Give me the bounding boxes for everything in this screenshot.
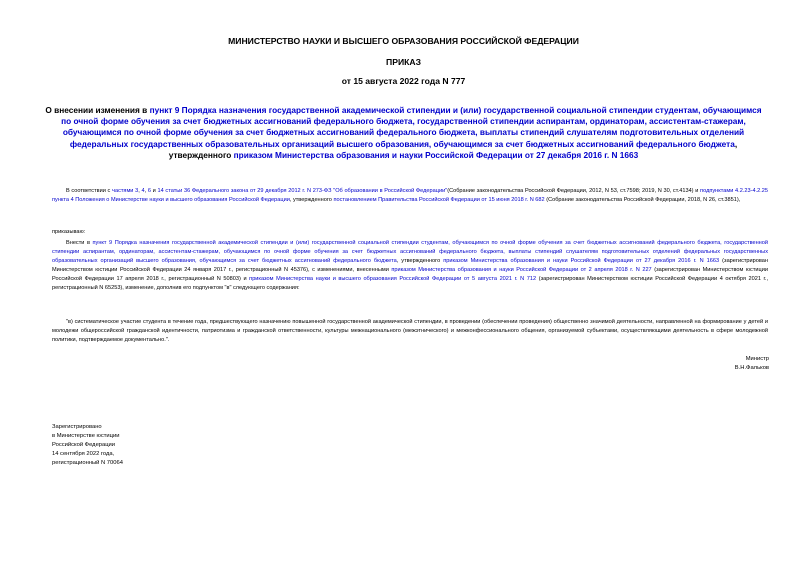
heading-link-procedure[interactable]: пункт 9 Порядка назначения государственной академической стипендии и (или) государственной социальной стипендии студентам, обучающимся по очной форме обучения за счет бюджетных ассигнований федерального бюджета, государственной стипендии аспирантам, ординаторам, ассистентам-стажерам, обучающимся по очной форме обучения за счет бюджетных ассигнований федерального бюджета, выплаты стипендий слушателям подготовительных отделений федеральных государственных образовательных организаций высшего образования, обучающимся за счет бюджетных ассигнований федерального бюджета: [61, 105, 762, 149]
link-order-1663[interactable]: приказом Министерства образования и науки Российской Федерации от 27 декабря 2016 г. N 1663: [443, 257, 720, 264]
document-type: ПРИКАЗ: [386, 57, 421, 67]
text-span: (зарегистрирован Министерством юстиции Российской Федерации 4 октября 2021 г., регистрационный N 65253), изменение, дополнив его подпунктом "в" следующего содержания:: [52, 275, 768, 291]
amendment-paragraph: [52, 239, 768, 292]
text-span: (Собрание законодательства Российской Федерации, 2012, N 53, ст.7598; 2019, N 30, ст.4134) и: [447, 188, 701, 194]
heading-text: О внесении изменения в: [45, 105, 150, 115]
link-ministry-regulation[interactable]: подпунктами 4.2.23-4.2.25 пункта 4 Положения о Министерстве науки и высшего образования Российской Федерации: [52, 188, 768, 203]
order-word: приказываю:: [52, 229, 86, 235]
link-article-part-4[interactable]: 4: [141, 188, 145, 194]
registration-block: [52, 423, 123, 468]
registration-line: Российской Федерации: [52, 441, 116, 448]
link-government-decree[interactable]: постановлением Правительства Российской Федерации от 15 июня 2018 г. N 682: [333, 196, 545, 203]
signature-block: [735, 355, 769, 373]
text-span: , утвержденного: [289, 196, 334, 203]
text-span: ,: [138, 188, 142, 194]
text-span: В соответствии с: [66, 188, 113, 194]
document-heading: [40, 105, 767, 161]
registration-line: 14 сентября 2022 года,: [52, 450, 115, 457]
document-date-number: от 15 августа 2022 года N 777: [341, 76, 466, 86]
text-span: (зарегистрирован Министерством юстиции Российской Федерации 24 января 2017 г., регистрационный N 45376), с изменениями, внесенными: [52, 257, 768, 273]
heading-link-order[interactable]: приказом Министерства образования и науки Российской Федерации от 27 декабря 2016 г. N 1663: [233, 149, 639, 160]
link-education-law[interactable]: 14 статьи 36 Федерального закона от 29 декабря 2012 г. N 273-ФЗ "Об образовании в Российской Федерации": [157, 188, 448, 194]
text-span: Внести в: [66, 240, 93, 246]
link-article-part-3[interactable]: частями 3: [112, 188, 139, 194]
preamble-paragraph: [52, 187, 768, 205]
text-span: и: [150, 188, 158, 194]
link-procedure-item-9[interactable]: пункт 9 Порядка назначения государственной академической стипендии и (или) государственной социальной стипендии студентам, обучающимся по очной форме обучения за счет бюджетных ассигнований федерального бюджета, государственной стипендии аспирантам, ординаторам, ассистентам-стажерам, обучающимся по очной форме обучения за счет бюджетных ассигнований федерального бюджета, выплаты стипендий слушателям подготовительных отделений федеральных государственных образовательных организаций высшего образования, обучающимся за счет бюджетных ассигнований федерального бюджета: [52, 240, 769, 264]
ministry-title: МИНИСТЕРСТВО НАУКИ И ВЫСШЕГО ОБРАЗОВАНИЯ РОССИЙСКОЙ ФЕДЕРАЦИИ: [228, 36, 579, 46]
signature-title: Министр: [745, 356, 769, 362]
link-order-712[interactable]: приказом Министерства науки и высшего образования Российской Федерации от 5 августа 2021 г. N 712: [249, 275, 537, 282]
text-span: , утвержденного: [396, 257, 444, 264]
text-span: ,: [144, 188, 148, 194]
text-span: (зарегистрирован Министерством юстиции Российской Федерации 17 апреля 2018 г., регистрационный N 50803) и: [52, 266, 768, 282]
registration-line: регистрационный N 70064: [52, 459, 123, 466]
signature-name: В.Н.Фальков: [734, 364, 769, 371]
link-article-part-6[interactable]: 6: [147, 188, 151, 194]
heading-text: , утвержденного: [168, 138, 738, 160]
link-order-227[interactable]: приказом Министерства образования и науки Российской Федерации от 2 апреля 2018 г. N 227: [391, 266, 652, 273]
registration-line: Зарегистрировано: [52, 424, 102, 430]
registration-line: в Министерстве юстиции: [52, 432, 120, 439]
text-span: (Собрание законодательства Российской Федерации, 2018, N 26, ст.3851),: [544, 196, 741, 203]
amendment-quote: "в) систематическое участие студента в течение года, предшествующего назначению повышенной государственной академической стипендии, в проведении (обеспечении проведения) общественно значимой деятельности, направленной на формирование у детей и молодежи общероссийской гражданской идентичности, патриотизма и гражданской ответственности, культуры межнационального (межэтнического) и межконфессионального общения, организуемой субъектами, осуществляющими деятельность в сфере молодежной политики, подтверждаемое документально.".: [52, 319, 768, 343]
